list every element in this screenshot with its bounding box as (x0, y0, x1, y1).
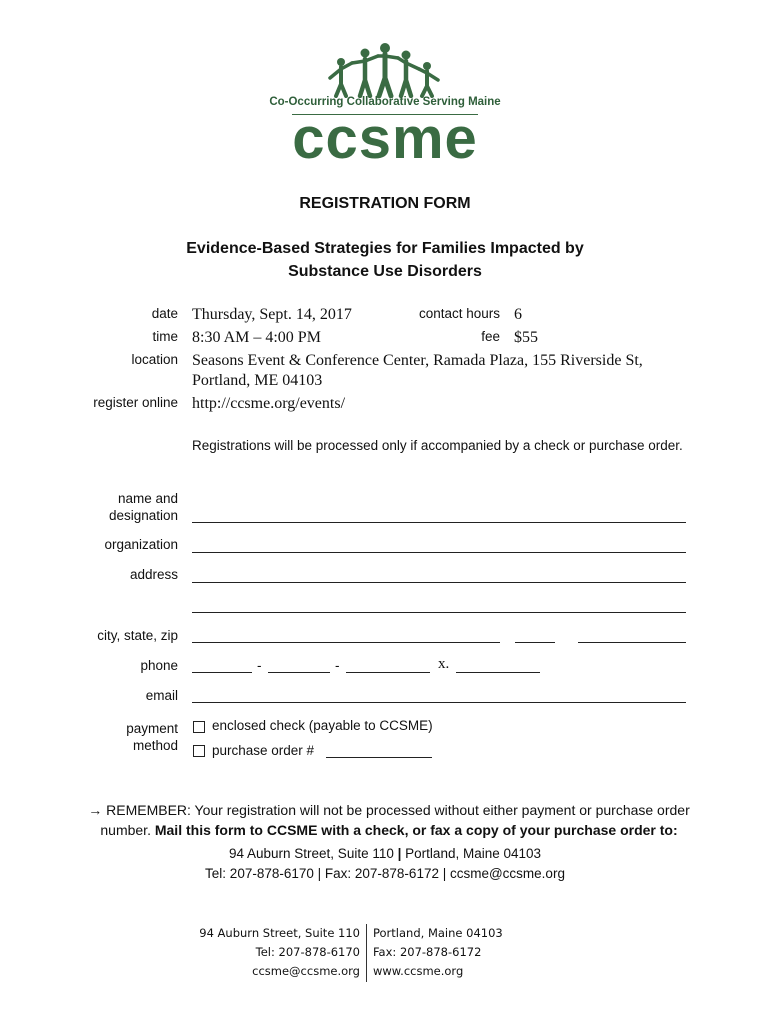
location-line2: Portland, ME 04103 (192, 372, 323, 389)
reminder-line1-text: REMEMBER: Your registration will not be processed without either payment or purchase order (106, 802, 690, 818)
phone-area-code-field[interactable] (192, 672, 252, 673)
mail-contact-line: Tel: 207-878-6170 | Fax: 207-878-6172 | ccsme@ccsme.org (205, 866, 565, 881)
event-title-line2: Substance Use Disorders (288, 263, 482, 280)
arrow-right-icon: → (88, 802, 103, 818)
time-value: 8:30 AM – 4:00 PM (192, 329, 321, 346)
address-field-line2[interactable] (192, 612, 686, 613)
footer-fax: Fax: 207-878-6172 (373, 945, 482, 959)
processing-notice: Registrations will be processed only if accompanied by a check or purchase order. (192, 438, 683, 453)
fee-label: fee (481, 329, 500, 344)
purchase-order-label: purchase order # (212, 743, 315, 758)
email-label: email (145, 688, 178, 703)
time-label: time (152, 329, 178, 344)
purchase-order-checkbox[interactable] (193, 745, 205, 757)
contact-hours-value: 6 (514, 306, 522, 323)
payment-method-label (18, 720, 178, 754)
logo-tagline: Co-Occurring Collaborative Serving Maine (269, 96, 501, 108)
reminder-text (64, 800, 714, 840)
date-label: date (151, 306, 178, 321)
mail-address-line1 (0, 846, 770, 861)
register-online-link[interactable]: http://ccsme.org/events/ (192, 395, 346, 412)
phone-dash-2: - (335, 658, 340, 673)
reminder-line2 (64, 820, 714, 840)
mail-separator: | (397, 846, 402, 861)
name-label-line1: name and (117, 491, 178, 506)
reminder-line2-bold: Mail this form to CCSME with a check, or fax a copy of your purchase order to: (154, 822, 678, 838)
address-field-line1[interactable] (192, 582, 686, 583)
footer-website: www.ccsme.org (373, 964, 464, 978)
state-field[interactable] (515, 642, 555, 643)
footer-city: Portland, Maine 04103 (373, 926, 503, 940)
logo-wordmark: ccsme (292, 106, 478, 171)
reminder-line2-normal: number. (100, 822, 151, 838)
footer-email: ccsme@ccsme.org (252, 964, 360, 978)
name-designation-field[interactable] (192, 522, 686, 523)
reminder-line1 (64, 800, 714, 820)
phone-label: phone (140, 658, 178, 673)
location-line1: Seasons Event & Conference Center, Ramada Plaza, 155 Riverside St, (192, 352, 643, 369)
footer-left (160, 924, 360, 981)
name-designation-label (18, 490, 178, 524)
phone-ext-field[interactable] (456, 672, 540, 673)
contact-hours-label: contact hours (418, 306, 500, 321)
location-label: location (131, 352, 178, 367)
payment-label-line2: method (132, 738, 178, 753)
email-field[interactable] (192, 702, 686, 703)
city-field[interactable] (192, 642, 500, 643)
family-logo-icon (320, 42, 450, 98)
footer-right (373, 924, 573, 981)
form-title: REGISTRATION FORM (299, 195, 471, 212)
mail-city: Portland, Maine 04103 (405, 846, 542, 861)
register-online-label: register online (93, 395, 178, 410)
phone-ext-label: x. (438, 656, 450, 672)
zip-field[interactable] (578, 642, 686, 643)
name-label-line2: designation (108, 508, 178, 523)
city-state-zip-label: city, state, zip (97, 628, 178, 643)
mail-street: 94 Auburn Street, Suite 110 (228, 846, 394, 861)
enclosed-check-label: enclosed check (payable to CCSME) (212, 718, 433, 733)
footer-divider (366, 924, 367, 982)
address-label: address (129, 567, 178, 582)
footer-tel: Tel: 207-878-6170 (255, 945, 360, 959)
event-title (0, 237, 770, 283)
payment-label-line1: payment (126, 721, 178, 736)
organization-label: organization (104, 537, 178, 552)
footer-street: 94 Auburn Street, Suite 110 (199, 926, 360, 940)
phone-prefix-field[interactable] (268, 672, 330, 673)
enclosed-check-checkbox[interactable] (193, 721, 205, 733)
fee-value: $55 (514, 329, 538, 346)
organization-field[interactable] (192, 552, 686, 553)
date-value: Thursday, Sept. 14, 2017 (192, 306, 352, 323)
event-title-line1: Evidence-Based Strategies for Families Impacted by (186, 240, 584, 257)
phone-line-field[interactable] (346, 672, 430, 673)
purchase-order-number-field[interactable] (326, 757, 432, 758)
phone-dash-1: - (257, 658, 262, 673)
